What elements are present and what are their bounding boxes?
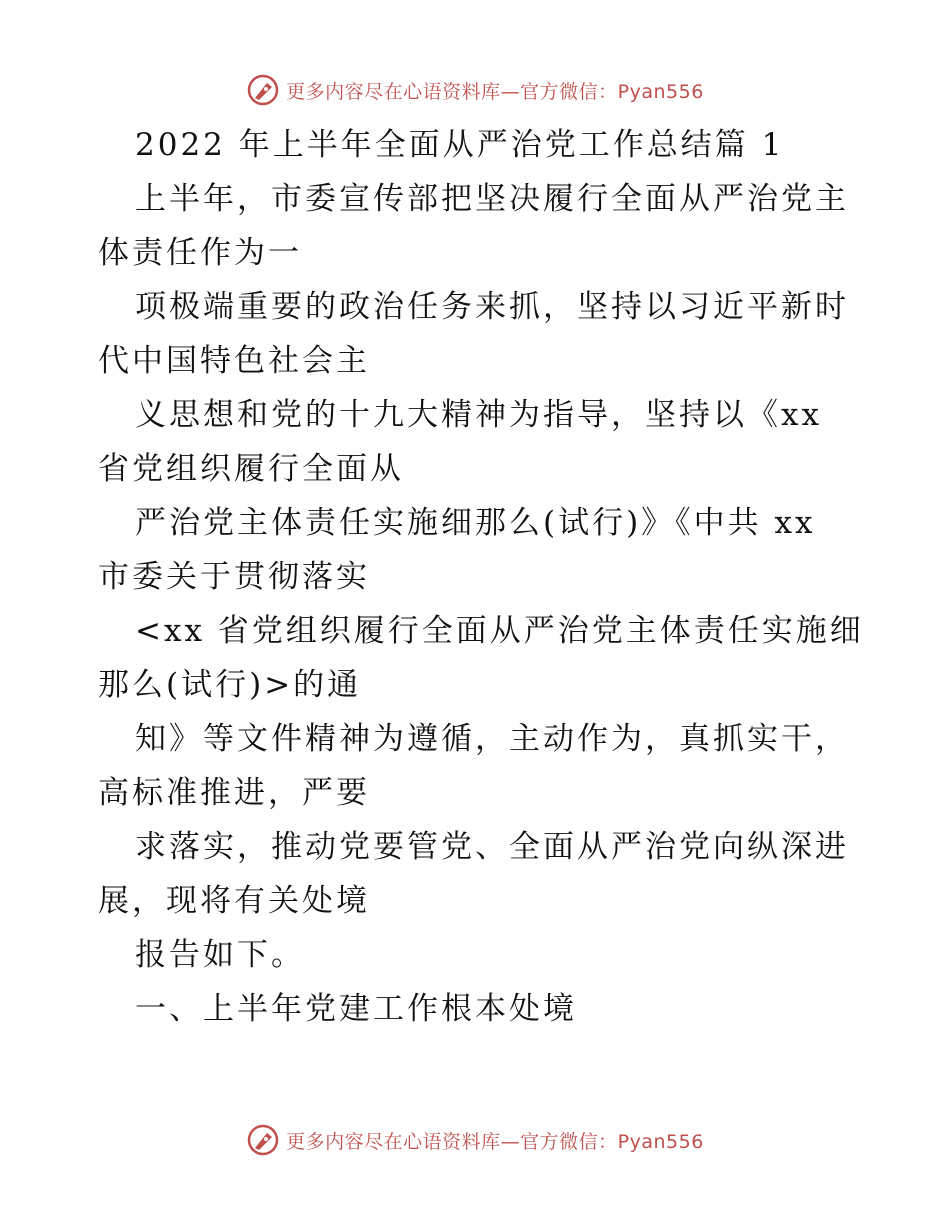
paragraph-line: 上半年，市委宣传部把坚决履行全面从严治党主 xyxy=(135,181,849,217)
pen-nib-logo-icon xyxy=(246,1123,280,1157)
document-title: 2022 年上半年全面从严治党工作总结篇 1 xyxy=(135,127,785,163)
paragraph-line: 展，现将有关处境 xyxy=(98,883,370,919)
paragraph-line: 省党组织履行全面从 xyxy=(98,451,404,487)
section-heading: 一、上半年党建工作根本处境 xyxy=(135,991,577,1027)
paragraph-line: 市委关于贯彻落实 xyxy=(98,559,370,595)
paragraph-line: 代中国特色社会主 xyxy=(98,343,370,379)
paragraph-line: <xx 省党组织履行全面从严治党主体责任实施细 xyxy=(135,613,864,649)
header-watermark-banner xyxy=(0,70,950,110)
watermark-text: 更多内容尽在心语资料库—官方微信：Pyan556 xyxy=(286,80,704,103)
paragraph-line: 那么(试行)>的通 xyxy=(98,667,362,703)
paragraph-line: 知》等文件精神为遵循，主动作为，真抓实干， xyxy=(135,721,849,757)
paragraph-line: 体责任作为一 xyxy=(98,235,302,271)
pen-nib-logo-icon xyxy=(246,73,280,107)
paragraph-line: 报告如下。 xyxy=(135,937,305,973)
paragraph-line: 项极端重要的政治任务来抓，坚持以习近平新时 xyxy=(135,289,849,325)
paragraph-line: 义思想和党的十九大精神为指导，坚持以《xx xyxy=(135,397,822,433)
watermark-text: 更多内容尽在心语资料库—官方微信：Pyan556 xyxy=(286,1130,704,1153)
footer-watermark-banner xyxy=(0,1120,950,1160)
paragraph-line: 严治党主体责任实施细那么(试行)》《中共 xx xyxy=(135,505,816,541)
document-body xyxy=(98,118,864,1036)
paragraph-line: 高标准推进，严要 xyxy=(98,775,370,811)
paragraph-line: 求落实，推动党要管党、全面从严治党向纵深进 xyxy=(135,829,849,865)
